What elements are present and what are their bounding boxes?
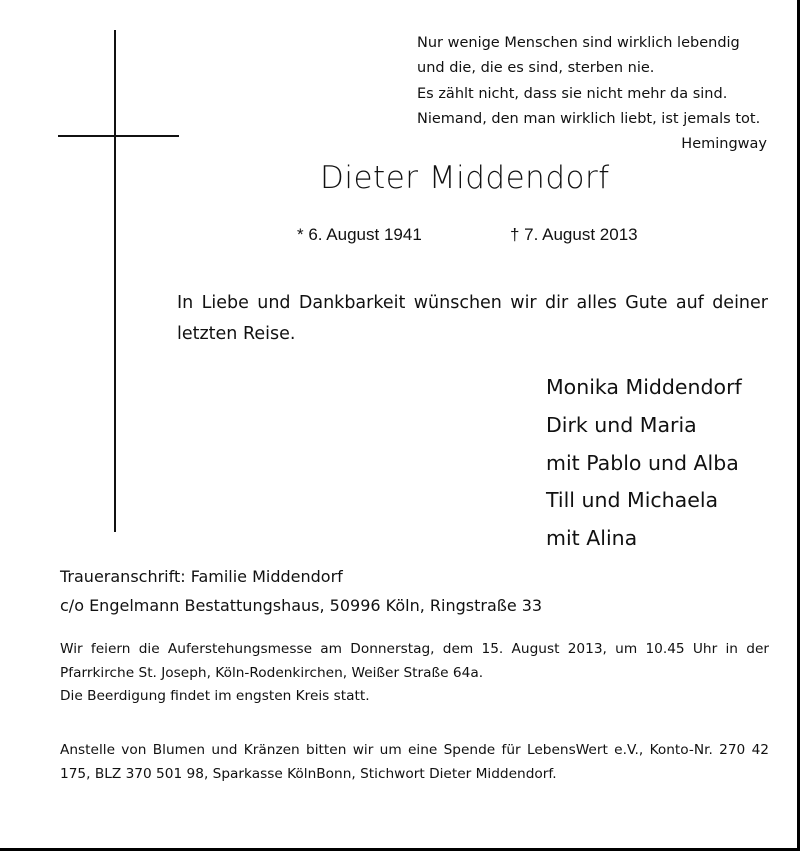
- farewell-message: In Liebe und Dankbarkeit wünschen wir dir alles Gute auf deiner letzten Reise.: [177, 293, 768, 344]
- family-member: Till und Michaela: [546, 488, 719, 513]
- cross-horizontal-bar: [58, 135, 179, 137]
- mass-info: Wir feiern die Auferstehungsmesse am Donnerstag, dem 15. August 2013, um 10.45 Uhr in der Pfarrkirche St. Joseph, Köln-Rodenkirchen, Weißer Straße 64a.: [60, 641, 769, 681]
- mourning-address: [60, 563, 542, 620]
- family-member: mit Pablo und Alba: [546, 450, 739, 475]
- burial-info: Die Beerdigung findet im engsten Kreis statt.: [60, 688, 370, 704]
- address-line: c/o Engelmann Bestattungshaus, 50996 Köln, Ringstraße 33: [60, 595, 543, 615]
- address-line: Traueranschrift: Familie Middendorf: [60, 567, 343, 586]
- quote-line: und die, die es sind, sterben nie.: [417, 60, 655, 77]
- donation-info: Anstelle von Blumen und Kränzen bitten wir um eine Spende für LebensWert e.V., Konto-Nr. 270 42 175, BLZ 370 501 98, Sparkasse KölnBonn, Stichwort Dieter Middendorf.: [60, 742, 769, 782]
- quote-line: Es zählt nicht, dass sie nicht mehr da sind.: [417, 85, 728, 102]
- death-date: † 7. August 2013: [510, 225, 638, 244]
- quote-block: [417, 31, 767, 157]
- family-list: [546, 369, 742, 558]
- quote-author: Hemingway: [681, 136, 767, 153]
- birth-date: * 6. August 1941: [297, 225, 422, 244]
- family-member: Monika Middendorf: [546, 375, 742, 399]
- cross-vertical-bar: [114, 30, 116, 532]
- quote-line: Niemand, den man wirklich liebt, ist jemals tot.: [417, 110, 761, 127]
- family-member: Dirk und Maria: [546, 412, 697, 437]
- family-member: mit Alina: [546, 526, 638, 551]
- deceased-name: Dieter Middendorf: [320, 160, 610, 196]
- quote-line: Nur wenige Menschen sind wirklich lebendig: [417, 35, 740, 51]
